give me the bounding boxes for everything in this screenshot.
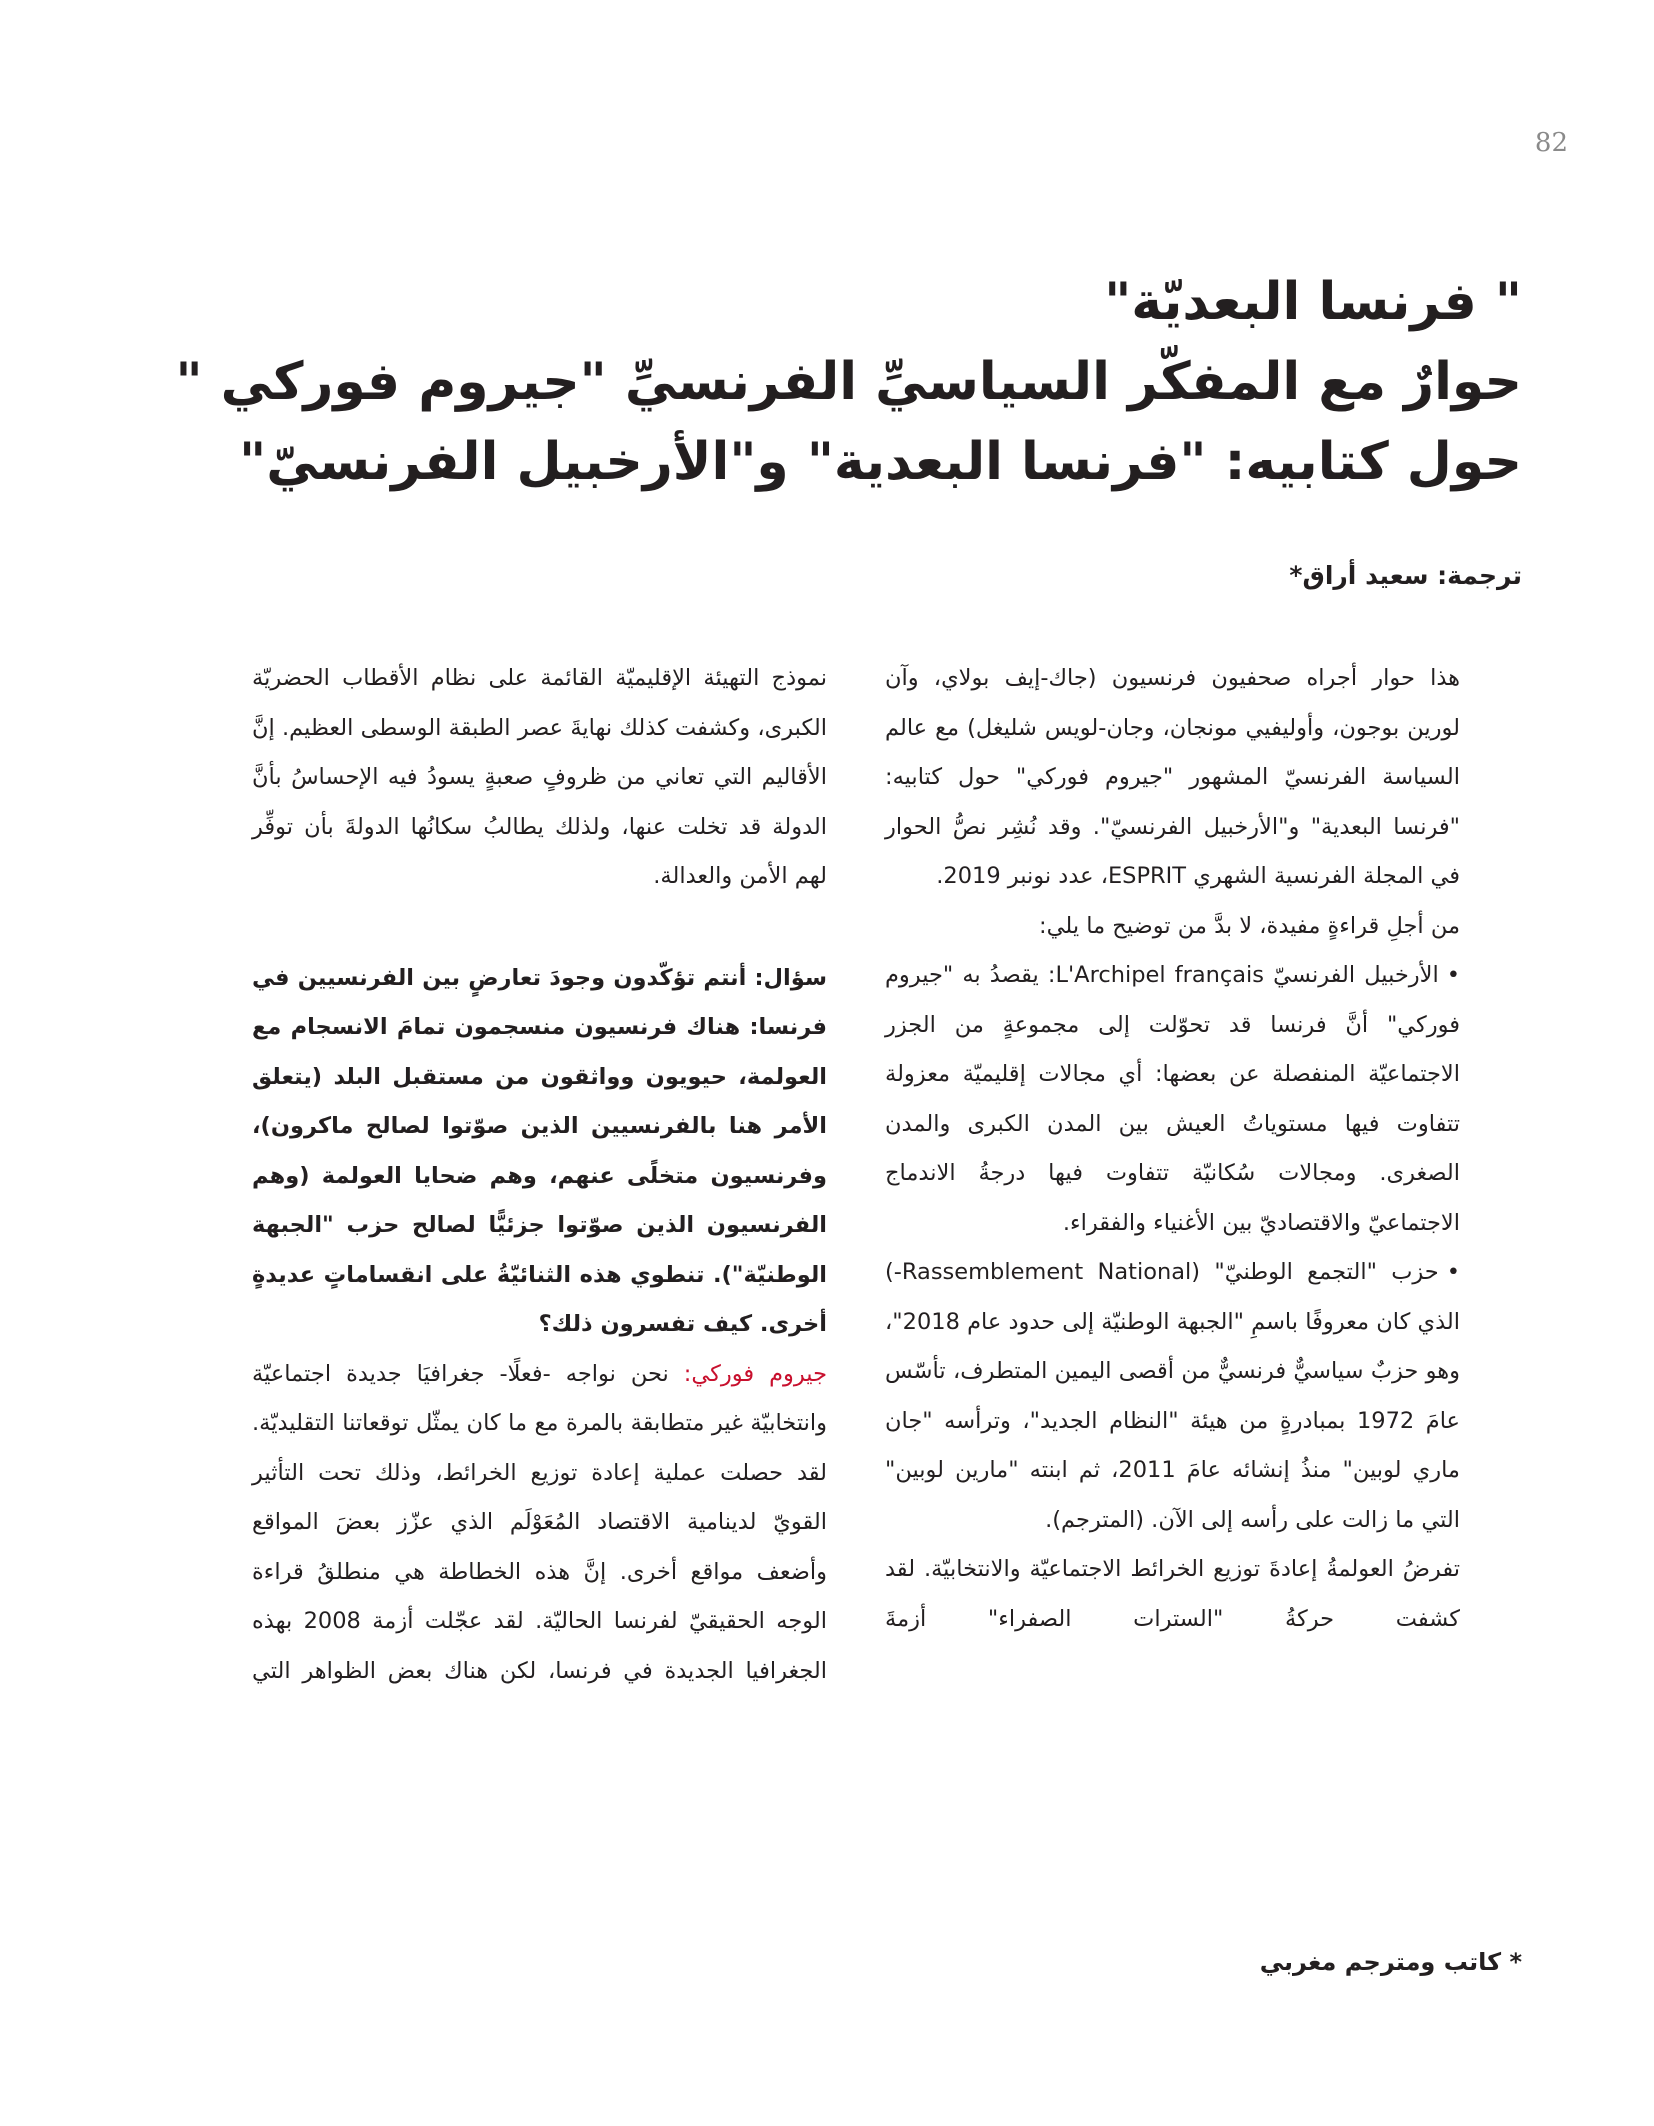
translator-credit: ترجمة: سعيد أراق*	[1289, 561, 1522, 590]
answer-speaker: جيروم فوركي:	[683, 1360, 827, 1387]
bullet-rassemblement-latin: Rassemblement National	[901, 1259, 1192, 1285]
clarification-lead: من أجلِ قراءةٍ مفيدة، لا بدَّ من توضيح ما يلي:	[1039, 912, 1460, 939]
left-column	[252, 654, 827, 1696]
title-line-3: حول كتابيه: "فرنسا البعدية" و"الأرخبيل الفرنسيّ"	[239, 432, 1522, 492]
footnote: * كاتب ومترجم مغربي	[1259, 1948, 1522, 1976]
title-line-1: " فرنسا البعديّة"	[1104, 272, 1522, 332]
article-title	[175, 262, 1522, 502]
bullet-rassemblement-pre: حزب "التجمع الوطنيّ" (	[1191, 1259, 1439, 1285]
globalization-paragraph: تفرضُ العولمةُ إعادةَ توزيع الخرائط الاجتماعيّة والانتخابيّة. لقد كشفت حركةُ "السترات الصفراء" أزمةَ	[885, 1556, 1460, 1632]
answer-text: نحن نواجه -فعلًا- جغرافيَا جديدة اجتماعيّة وانتخابيّة غير متطابقة بالمرة مع ما كان يمثّل توقعاتنا التقليديّة. لقد حصلت عملية إعادة توزيع الخرائط، وذلك تحت التأثير القويّ لدينامية الاقتصاد المُعَوْلَم الذي عزّز بعضَ المواقع وأضعف مواقع أخرى. إنَّ هذه الخطاطة هي منطلقُ قراءة الوجه الحقيقيّ لفرنسا الحاليّة. لقد عجّلت أزمة 2008 بهذه الجغرافيا الجديدة في فرنسا، لكن هناك بعض الظواهر التي	[252, 1360, 827, 1684]
bullet-rassemblement-text: -) الذي كان معروفًا باسمِ "الجبهة الوطنيّة إلى حدود عام 2018"، وهو حزبٌ سياسيٌّ فرنسيٌّ من أقصى اليمين المتطرف، تأسّس عامَ 1972 بمبادرةٍ من هيئة "النظام الجديد"، وترأسه "جان ماري لوبين" منذُ إنشائه عامَ 2011، ثم ابنته "مارين لوبين" التي ما زالت على رأسه إلى الآن. (المترجم).	[885, 1259, 1460, 1533]
bullet-rassemblement	[885, 1248, 1460, 1545]
page-number: 82	[1534, 128, 1568, 158]
bullet-archipel-text: : يقصدُ به "جيروم فوركي" أنَّ فرنسا قد تحوّلت إلى مجموعةٍ من الجزر الاجتماعيّة المنفصلة عن بعضها: أي مجالات إقليميّة معزولة تتفاوت فيها مستوياتُ العيش بين المدن الكبرى والمدن الصغرى. ومجالات سُكانيّة تتفاوت فيها درجةُ الاندماج الاجتماعيّ والاقتصاديّ بين الأغنياء والفقراء.	[885, 962, 1460, 1236]
right-column	[885, 654, 1460, 1644]
bullet-archipel	[885, 951, 1460, 1248]
bullet-archipel-pre: الأرخبيل الفرنسيّ	[1264, 962, 1439, 988]
intro-paragraph: هذا حوار أجراه صحفيون فرنسيون (جاك-إيف بولاي، وآن لورين بوجون، وأوليفيي مونجان، وجان-لويس شليغل) مع عالم السياسة الفرنسيّ المشهور "جيروم فوركي" حول كتابيه: "فرنسا البعدية" و"الأرخبيل الفرنسيّ". وقد نُشِر نصُّ الحوار في المجلة الفرنسية الشهري ESPRIT، عدد نونبر 2019.	[885, 665, 1460, 889]
interview-question: سؤال: أنتم تؤكّدون وجودَ تعارضٍ بين الفرنسيين في فرنسا: هناك فرنسيون منسجمون تمامَ الانسجام مع العولمة، حيويون وواثقون من مستقبل البلد (يتعلق الأمر هنا بالفرنسيين الذين صوّتوا لصالح ماكرون)، وفرنسيون متخلًى عنهم، وهم ضحايا العولمة (وهم الفرنسيون الذين صوّتوا جزئيًّا لصالح حزب "الجبهة الوطنيّة"). تنطوي هذه الثنائيّةُ على انقساماتٍ عديدةٍ أخرى. كيف تفسرون ذلك؟	[252, 964, 827, 1337]
interview-answer	[252, 1350, 827, 1697]
bullet-archipel-latin: L'Archipel français	[1055, 962, 1265, 988]
continuation-paragraph: نموذج التهيئة الإقليميّة القائمة على نظام الأقطاب الحضريّة الكبرى، وكشفت كذلك نهايةَ عصر الطبقة الوسطى العظيم. إنَّ الأقاليم التي تعاني من ظروفٍ صعبةٍ يسودُ فيه الإحساسُ بأنَّ الدولة قد تخلت عنها، ولذلك يطالبُ سكانُها الدولةَ بأن توفِّر لهم الأمن والعدالة.	[252, 665, 827, 889]
title-line-2: حوارٌ مع المفكّر السياسيِّ الفرنسيِّ "جيروم فوركي "	[175, 352, 1522, 412]
